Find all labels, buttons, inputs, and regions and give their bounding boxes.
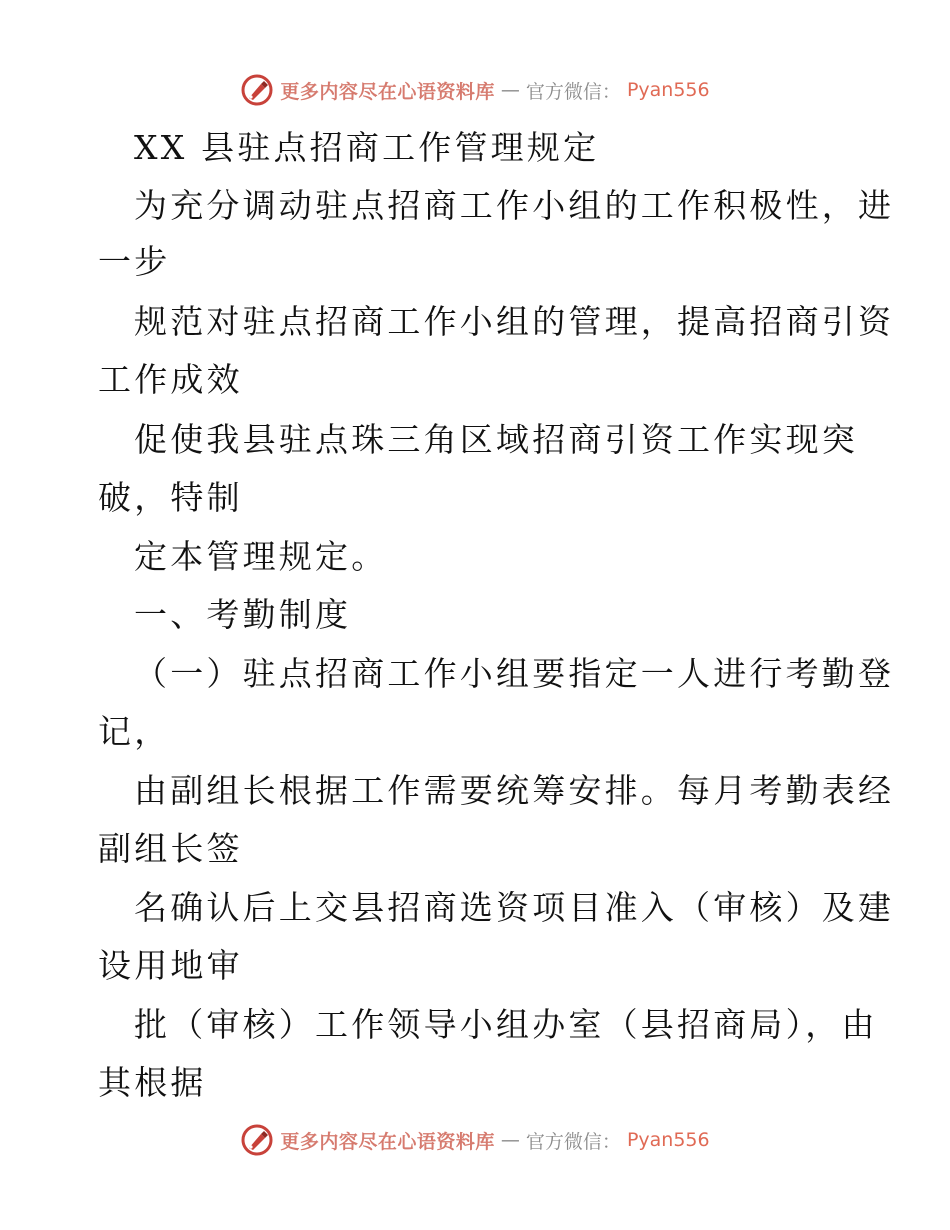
- body-line: 记，: [98, 712, 171, 751]
- body-line: 工作成效: [98, 360, 243, 399]
- body-line: 促使我县驻点珠三角区域招商引资工作实现突: [134, 420, 858, 459]
- watermark-wechat-label: 官方微信：: [525, 80, 621, 103]
- body-line: 为充分调动驻点招商工作小组的工作积极性，进: [134, 186, 895, 225]
- body-line: 由副组长根据工作需要统筹安排。每月考勤表经: [134, 771, 895, 810]
- body-line: 名确认后上交县招商选资项目准入（审核）及建: [134, 888, 895, 927]
- watermark-separator: —: [500, 79, 520, 101]
- body-line: 批（审核）工作领导小组办室（县招商局），由: [134, 1005, 878, 1044]
- body-line: 一步: [98, 242, 171, 281]
- body-line: 定本管理规定。: [134, 537, 388, 576]
- watermark-text: 更多内容尽在心语资料库: [280, 80, 495, 103]
- watermark-separator: —: [500, 1129, 520, 1151]
- body-line: （一）驻点招商工作小组要指定一人进行考勤登: [134, 654, 895, 693]
- footer-watermark: [0, 1118, 950, 1162]
- body-line: 副组长签: [98, 829, 243, 868]
- watermark-wechat-id: Pyan556: [626, 1129, 710, 1151]
- body-line: 破，特制: [98, 478, 243, 517]
- pen-logo-icon: [240, 1123, 274, 1157]
- document-title: XX 县驻点招商工作管理规定: [134, 128, 600, 167]
- watermark-wechat-label: 官方微信：: [525, 1130, 621, 1153]
- body-line: 规范对驻点招商工作小组的管理，提高招商引资: [134, 302, 895, 341]
- body-line: 设用地审: [98, 946, 243, 985]
- watermark-text: 更多内容尽在心语资料库: [280, 1130, 495, 1153]
- section-heading: 一、考勤制度: [134, 595, 352, 634]
- watermark-wechat-id: Pyan556: [626, 79, 710, 101]
- body-line: 其根据: [98, 1063, 207, 1102]
